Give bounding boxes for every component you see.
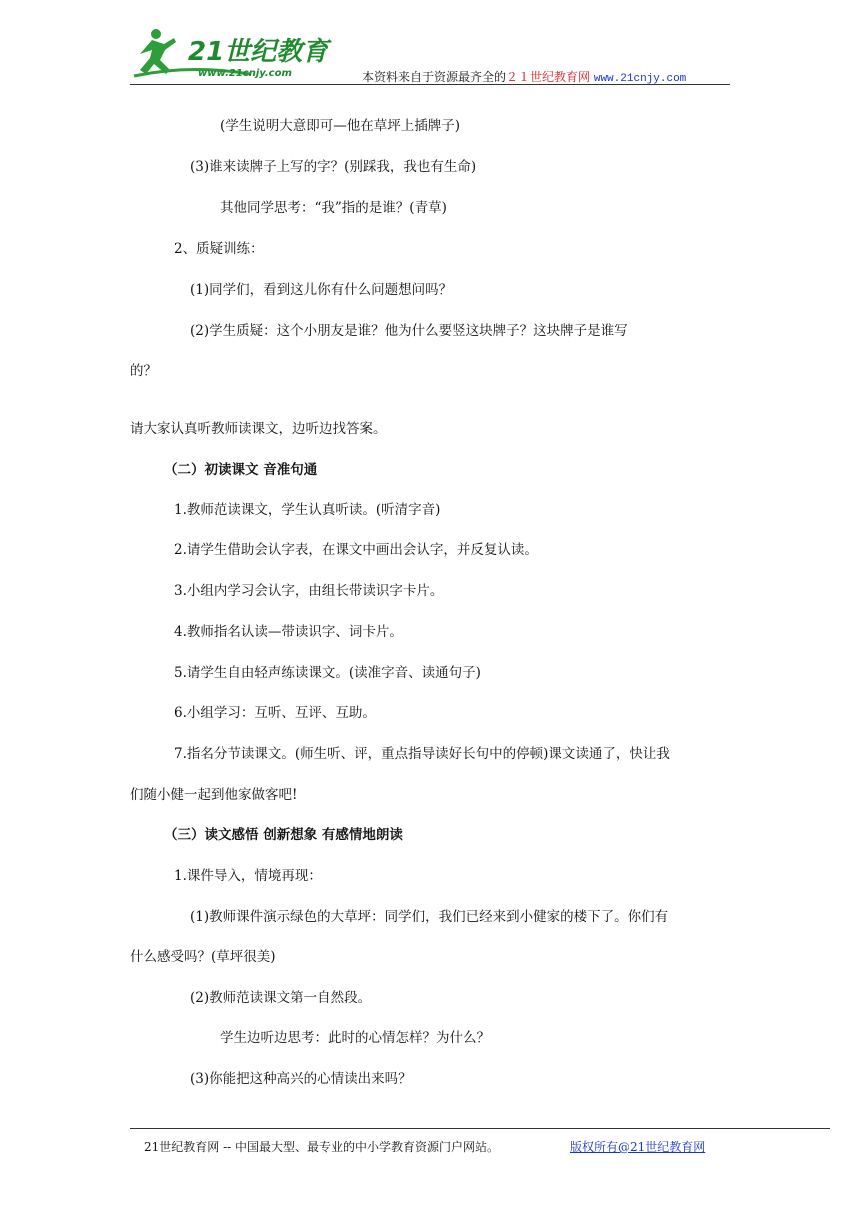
- header-source-site: ２１世纪教育网: [506, 70, 591, 84]
- body-line: 1.课件导入，情境再现：: [174, 868, 322, 884]
- footer-text: 21世纪教育网 -- 中国最大型、最专业的中小学教育资源门户网站。: [144, 1140, 500, 1154]
- body-line: 的？: [130, 363, 157, 379]
- body-line: (学生说明大意即可—他在草坪上插牌子): [220, 118, 461, 134]
- header-source-url[interactable]: www.21cnjy.com: [593, 73, 687, 85]
- footer-copyright-link[interactable]: 版权所有@21世纪教育网: [570, 1140, 706, 1154]
- body-line: 1.教师范读课文，学生认真听读。(听清字音): [174, 502, 441, 518]
- body-line: 4.教师指名认读—带读识字、词卡片。: [174, 624, 403, 640]
- header-divider: [130, 84, 730, 85]
- body-line: (1)同学们，看到这儿你有什么问题想问吗？: [190, 282, 453, 298]
- body-line: 请大家认真听教师读课文，边听边找答案。: [130, 421, 387, 437]
- body-line: (1)教师课件演示绿色的大草坪：同学们，我们已经来到小健家的楼下了。你们有: [190, 909, 669, 925]
- logo: [130, 24, 350, 86]
- body-line: 6.小组学习：互听、互评、互助。: [174, 705, 376, 721]
- body-line: (2)教师范读课文第一自然段。: [190, 990, 372, 1006]
- body-line: (2)学生质疑：这个小朋友是谁？他为什么要竖这块牌子？这块牌子是谁写: [190, 323, 628, 339]
- body-line: 2、质疑训练：: [174, 241, 264, 257]
- header-source-prefix: 本资料来自于资源最齐全的: [362, 70, 507, 84]
- body-line: 学生边听边思考：此时的心情怎样？为什么？: [220, 1030, 490, 1046]
- body-line: 什么感受吗？(草坪很美): [130, 949, 276, 965]
- header-source: [362, 68, 686, 85]
- logo-url: www.21cnjy.com: [198, 68, 292, 79]
- section-heading: （二）初读课文 音准句通: [164, 462, 318, 478]
- body-line: (3)你能把这种高兴的心情读出来吗？: [190, 1071, 412, 1087]
- footer-divider: [130, 1128, 830, 1129]
- body-line: 3.小组内学习会认字，由组长带读识字卡片。: [174, 583, 444, 599]
- body-line: 5.请学生自由轻声练读课文。(读准字音、读通句子): [174, 665, 481, 681]
- body-line: 2.请学生借助会认字表，在课文中画出会认字，并反复认读。: [174, 542, 538, 558]
- runner-icon: [140, 29, 176, 74]
- body-line: 7.指名分节读课文。(师生听、评，重点指导读好长句中的停顿)课文读通了，快让我: [174, 746, 670, 762]
- logo-title: 21世纪教育: [188, 37, 329, 67]
- section-heading: （三）读文感悟 创新想象 有感情地朗读: [164, 827, 403, 843]
- body-line: 们随小健一起到他家做客吧!: [130, 787, 298, 803]
- body-line: 其他同学思考：“我”指的是谁？(青草): [220, 200, 447, 216]
- body-line: (3)谁来读牌子上写的字？(别踩我，我也有生命): [190, 159, 477, 175]
